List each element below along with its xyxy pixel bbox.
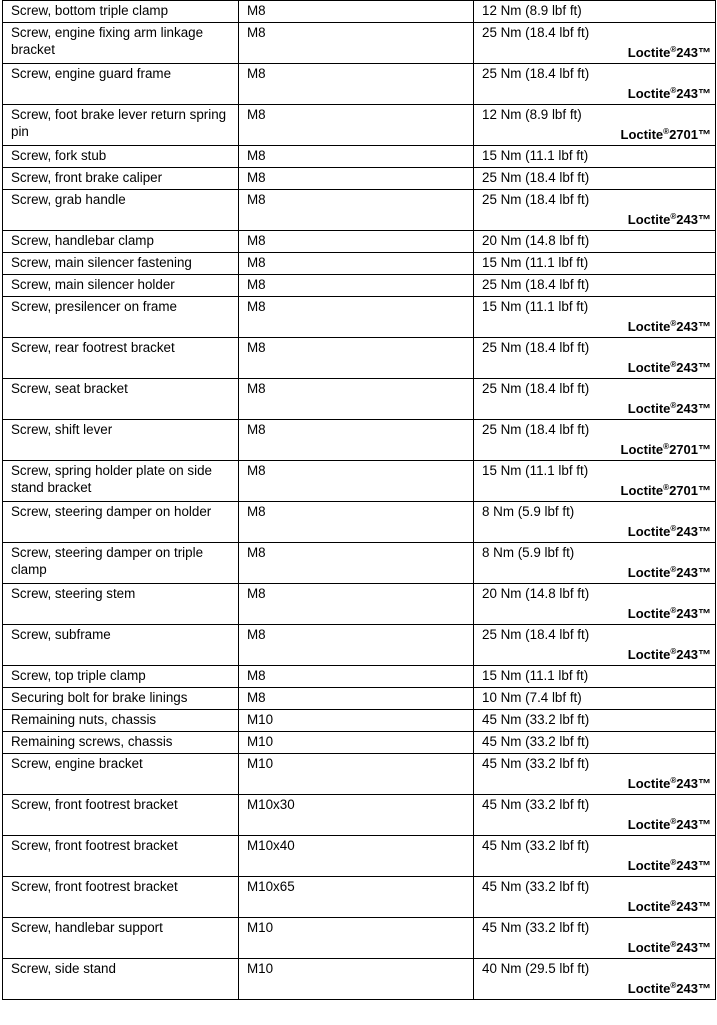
torque-table-body xyxy=(3,1,716,1000)
loctite-label xyxy=(482,605,711,623)
part-cell: Screw, front footrest bracket xyxy=(3,795,239,836)
part-cell: Screw, shift lever xyxy=(3,420,239,461)
torque-value: 15 Nm (11.1 lbf ft) xyxy=(482,299,589,314)
torque-cell xyxy=(474,275,716,297)
thread-cell: M10 xyxy=(239,710,474,732)
trademark-mark: ™ xyxy=(698,45,711,60)
loctite-number: 243 xyxy=(676,524,698,539)
thread-cell: M8 xyxy=(239,231,474,253)
part-cell: Screw, fork stub xyxy=(3,146,239,168)
part-cell: Screw, subframe xyxy=(3,625,239,666)
loctite-label xyxy=(482,85,711,103)
loctite-label xyxy=(482,400,711,418)
trademark-mark: ™ xyxy=(698,647,711,662)
registered-mark: ® xyxy=(670,981,677,990)
thread-cell: M8 xyxy=(239,420,474,461)
thread-cell: M8 xyxy=(239,190,474,231)
table-row xyxy=(3,754,716,795)
loctite-label xyxy=(482,898,711,916)
table-row xyxy=(3,795,716,836)
torque-cell xyxy=(474,253,716,275)
loctite-label xyxy=(482,857,711,875)
trademark-mark: ™ xyxy=(698,858,711,873)
torque-cell xyxy=(474,379,716,420)
loctite-number: 2701 xyxy=(669,442,698,457)
registered-mark: ® xyxy=(670,940,677,949)
torque-cell xyxy=(474,688,716,710)
torque-value: 20 Nm (14.8 lbf ft) xyxy=(482,586,590,601)
torque-cell xyxy=(474,918,716,959)
trademark-mark: ™ xyxy=(698,981,711,996)
part-cell: Screw, engine guard frame xyxy=(3,64,239,105)
loctite-brand: Loctite xyxy=(627,524,671,539)
table-row xyxy=(3,836,716,877)
part-cell: Screw, main silencer holder xyxy=(3,275,239,297)
torque-cell xyxy=(474,666,716,688)
torque-value: 25 Nm (18.4 lbf ft) xyxy=(482,627,590,642)
table-row xyxy=(3,732,716,754)
thread-cell: M8 xyxy=(239,297,474,338)
part-cell: Screw, front footrest bracket xyxy=(3,836,239,877)
loctite-brand: Loctite xyxy=(620,483,664,498)
trademark-mark: ™ xyxy=(698,899,711,914)
torque-value: 15 Nm (11.1 lbf ft) xyxy=(482,668,589,683)
registered-mark: ® xyxy=(670,565,677,574)
loctite-label xyxy=(482,359,711,377)
torque-value: 10 Nm (7.4 lbf ft) xyxy=(482,690,582,705)
loctite-brand: Loctite xyxy=(620,127,664,142)
registered-mark: ® xyxy=(670,86,677,95)
thread-cell: M8 xyxy=(239,543,474,584)
torque-cell xyxy=(474,754,716,795)
loctite-label xyxy=(482,44,711,62)
loctite-number: 243 xyxy=(676,319,698,334)
loctite-brand: Loctite xyxy=(627,212,671,227)
table-row xyxy=(3,877,716,918)
loctite-brand: Loctite xyxy=(627,319,671,334)
loctite-number: 243 xyxy=(676,940,698,955)
torque-cell xyxy=(474,502,716,543)
torque-value: 15 Nm (11.1 lbf ft) xyxy=(482,148,589,163)
torque-value: 25 Nm (18.4 lbf ft) xyxy=(482,381,590,396)
loctite-label xyxy=(482,126,711,144)
part-cell: Screw, engine fixing arm linkage bracket xyxy=(3,23,239,64)
torque-value: 12 Nm (8.9 lbf ft) xyxy=(482,107,582,122)
loctite-brand: Loctite xyxy=(627,981,671,996)
table-row xyxy=(3,420,716,461)
part-cell: Screw, front footrest bracket xyxy=(3,877,239,918)
loctite-label xyxy=(482,564,711,582)
loctite-label xyxy=(482,211,711,229)
table-row xyxy=(3,23,716,64)
torque-cell xyxy=(474,795,716,836)
part-cell: Screw, grab handle xyxy=(3,190,239,231)
loctite-brand: Loctite xyxy=(627,606,671,621)
registered-mark: ® xyxy=(670,524,677,533)
trademark-mark: ™ xyxy=(698,483,711,498)
loctite-brand: Loctite xyxy=(627,858,671,873)
loctite-number: 243 xyxy=(676,360,698,375)
torque-cell xyxy=(474,461,716,502)
trademark-mark: ™ xyxy=(698,360,711,375)
part-cell: Screw, steering stem xyxy=(3,584,239,625)
torque-cell xyxy=(474,338,716,379)
thread-cell: M10 xyxy=(239,754,474,795)
part-cell: Remaining nuts, chassis xyxy=(3,710,239,732)
table-row xyxy=(3,461,716,502)
table-row xyxy=(3,584,716,625)
loctite-label xyxy=(482,482,711,500)
torque-value: 25 Nm (18.4 lbf ft) xyxy=(482,340,590,355)
part-cell: Screw, top triple clamp xyxy=(3,666,239,688)
torque-value: 15 Nm (11.1 lbf ft) xyxy=(482,463,589,478)
loctite-brand: Loctite xyxy=(627,360,671,375)
trademark-mark: ™ xyxy=(698,86,711,101)
part-cell: Screw, rear footrest bracket xyxy=(3,338,239,379)
loctite-label xyxy=(482,441,711,459)
torque-value: 25 Nm (18.4 lbf ft) xyxy=(482,170,590,185)
torque-value: 25 Nm (18.4 lbf ft) xyxy=(482,192,590,207)
part-cell: Screw, spring holder plate on side stand bracket xyxy=(3,461,239,502)
part-cell: Screw, bottom triple clamp xyxy=(3,1,239,23)
table-row xyxy=(3,338,716,379)
table-row xyxy=(3,105,716,146)
trademark-mark: ™ xyxy=(698,212,711,227)
table-row xyxy=(3,275,716,297)
torque-cell xyxy=(474,297,716,338)
table-row xyxy=(3,1,716,23)
table-row xyxy=(3,253,716,275)
loctite-brand: Loctite xyxy=(627,86,671,101)
loctite-number: 243 xyxy=(676,565,698,580)
registered-mark: ® xyxy=(670,606,677,615)
torque-cell xyxy=(474,836,716,877)
torque-value: 25 Nm (18.4 lbf ft) xyxy=(482,66,590,81)
loctite-number: 243 xyxy=(676,899,698,914)
part-cell: Screw, seat bracket xyxy=(3,379,239,420)
thread-cell: M10 xyxy=(239,959,474,1000)
part-cell: Screw, handlebar clamp xyxy=(3,231,239,253)
table-row xyxy=(3,543,716,584)
torque-value: 15 Nm (11.1 lbf ft) xyxy=(482,255,589,270)
loctite-label xyxy=(482,775,711,793)
thread-cell: M8 xyxy=(239,625,474,666)
trademark-mark: ™ xyxy=(698,524,711,539)
torque-value: 25 Nm (18.4 lbf ft) xyxy=(482,277,590,292)
thread-cell: M8 xyxy=(239,688,474,710)
loctite-label xyxy=(482,980,711,998)
trademark-mark: ™ xyxy=(698,606,711,621)
torque-cell xyxy=(474,190,716,231)
loctite-number: 243 xyxy=(676,817,698,832)
loctite-label xyxy=(482,939,711,957)
thread-cell: M8 xyxy=(239,338,474,379)
trademark-mark: ™ xyxy=(698,442,711,457)
registered-mark: ® xyxy=(670,647,677,656)
torque-value: 8 Nm (5.9 lbf ft) xyxy=(482,545,575,560)
torque-value: 12 Nm (8.9 lbf ft) xyxy=(482,3,582,18)
thread-cell: M10 xyxy=(239,918,474,959)
torque-cell xyxy=(474,231,716,253)
registered-mark: ® xyxy=(670,899,677,908)
registered-mark: ® xyxy=(670,776,677,785)
thread-cell: M10x40 xyxy=(239,836,474,877)
part-cell: Remaining screws, chassis xyxy=(3,732,239,754)
loctite-brand: Loctite xyxy=(627,565,671,580)
loctite-label xyxy=(482,318,711,336)
table-row xyxy=(3,666,716,688)
trademark-mark: ™ xyxy=(698,565,711,580)
thread-cell: M10x65 xyxy=(239,877,474,918)
loctite-number: 243 xyxy=(676,212,698,227)
table-row xyxy=(3,190,716,231)
part-cell: Securing bolt for brake linings xyxy=(3,688,239,710)
table-row xyxy=(3,146,716,168)
loctite-number: 243 xyxy=(676,776,698,791)
loctite-number: 243 xyxy=(676,45,698,60)
torque-value: 8 Nm (5.9 lbf ft) xyxy=(482,504,575,519)
table-row xyxy=(3,64,716,105)
thread-cell: M8 xyxy=(239,23,474,64)
table-row xyxy=(3,168,716,190)
torque-table xyxy=(2,0,716,1000)
loctite-label xyxy=(482,646,711,664)
torque-value: 25 Nm (18.4 lbf ft) xyxy=(482,25,590,40)
table-row xyxy=(3,710,716,732)
loctite-number: 243 xyxy=(676,86,698,101)
thread-cell: M8 xyxy=(239,666,474,688)
torque-value: 45 Nm (33.2 lbf ft) xyxy=(482,712,590,727)
table-row xyxy=(3,918,716,959)
torque-cell xyxy=(474,625,716,666)
registered-mark: ® xyxy=(670,45,677,54)
loctite-number: 2701 xyxy=(669,483,698,498)
thread-cell: M8 xyxy=(239,253,474,275)
part-cell: Screw, steering damper on holder xyxy=(3,502,239,543)
thread-cell: M8 xyxy=(239,64,474,105)
torque-cell xyxy=(474,105,716,146)
table-row xyxy=(3,502,716,543)
trademark-mark: ™ xyxy=(698,940,711,955)
registered-mark: ® xyxy=(663,442,670,451)
table-row xyxy=(3,625,716,666)
thread-cell: M8 xyxy=(239,502,474,543)
trademark-mark: ™ xyxy=(698,319,711,334)
trademark-mark: ™ xyxy=(698,776,711,791)
torque-cell xyxy=(474,877,716,918)
torque-cell xyxy=(474,64,716,105)
registered-mark: ® xyxy=(670,319,677,328)
thread-cell: M8 xyxy=(239,275,474,297)
registered-mark: ® xyxy=(663,483,670,492)
table-row xyxy=(3,231,716,253)
part-cell: Screw, side stand xyxy=(3,959,239,1000)
thread-cell: M8 xyxy=(239,461,474,502)
torque-cell xyxy=(474,1,716,23)
table-row xyxy=(3,297,716,338)
thread-cell: M8 xyxy=(239,105,474,146)
trademark-mark: ™ xyxy=(698,127,711,142)
registered-mark: ® xyxy=(670,401,677,410)
torque-value: 45 Nm (33.2 lbf ft) xyxy=(482,838,590,853)
loctite-brand: Loctite xyxy=(627,899,671,914)
table-row xyxy=(3,379,716,420)
thread-cell: M8 xyxy=(239,146,474,168)
part-cell: Screw, foot brake lever return spring pin xyxy=(3,105,239,146)
trademark-mark: ™ xyxy=(698,401,711,416)
torque-value: 40 Nm (29.5 lbf ft) xyxy=(482,961,590,976)
torque-value: 20 Nm (14.8 lbf ft) xyxy=(482,233,590,248)
registered-mark: ® xyxy=(670,360,677,369)
torque-cell xyxy=(474,959,716,1000)
loctite-brand: Loctite xyxy=(620,442,664,457)
registered-mark: ® xyxy=(670,858,677,867)
loctite-brand: Loctite xyxy=(627,817,671,832)
torque-value: 25 Nm (18.4 lbf ft) xyxy=(482,422,590,437)
loctite-number: 243 xyxy=(676,647,698,662)
part-cell: Screw, front brake caliper xyxy=(3,168,239,190)
part-cell: Screw, engine bracket xyxy=(3,754,239,795)
loctite-number: 243 xyxy=(676,981,698,996)
torque-cell xyxy=(474,168,716,190)
loctite-brand: Loctite xyxy=(627,647,671,662)
thread-cell: M8 xyxy=(239,584,474,625)
loctite-brand: Loctite xyxy=(627,776,671,791)
registered-mark: ® xyxy=(670,212,677,221)
loctite-number: 243 xyxy=(676,858,698,873)
torque-cell xyxy=(474,710,716,732)
torque-cell xyxy=(474,146,716,168)
table-row xyxy=(3,688,716,710)
torque-value: 45 Nm (33.2 lbf ft) xyxy=(482,920,590,935)
torque-cell xyxy=(474,23,716,64)
loctite-brand: Loctite xyxy=(627,45,671,60)
thread-cell: M10 xyxy=(239,732,474,754)
torque-cell xyxy=(474,420,716,461)
loctite-label xyxy=(482,816,711,834)
registered-mark: ® xyxy=(663,127,670,136)
torque-value: 45 Nm (33.2 lbf ft) xyxy=(482,756,590,771)
trademark-mark: ™ xyxy=(698,817,711,832)
thread-cell: M8 xyxy=(239,168,474,190)
part-cell: Screw, presilencer on frame xyxy=(3,297,239,338)
torque-cell xyxy=(474,584,716,625)
torque-value: 45 Nm (33.2 lbf ft) xyxy=(482,879,590,894)
loctite-label xyxy=(482,523,711,541)
torque-cell xyxy=(474,543,716,584)
thread-cell: M10x30 xyxy=(239,795,474,836)
part-cell: Screw, steering damper on triple clamp xyxy=(3,543,239,584)
torque-cell xyxy=(474,732,716,754)
loctite-number: 2701 xyxy=(669,127,698,142)
loctite-brand: Loctite xyxy=(627,401,671,416)
loctite-number: 243 xyxy=(676,401,698,416)
table-row xyxy=(3,959,716,1000)
part-cell: Screw, handlebar support xyxy=(3,918,239,959)
loctite-brand: Loctite xyxy=(627,940,671,955)
registered-mark: ® xyxy=(670,817,677,826)
part-cell: Screw, main silencer fastening xyxy=(3,253,239,275)
torque-value: 45 Nm (33.2 lbf ft) xyxy=(482,734,590,749)
thread-cell: M8 xyxy=(239,379,474,420)
loctite-number: 243 xyxy=(676,606,698,621)
torque-value: 45 Nm (33.2 lbf ft) xyxy=(482,797,590,812)
thread-cell: M8 xyxy=(239,1,474,23)
